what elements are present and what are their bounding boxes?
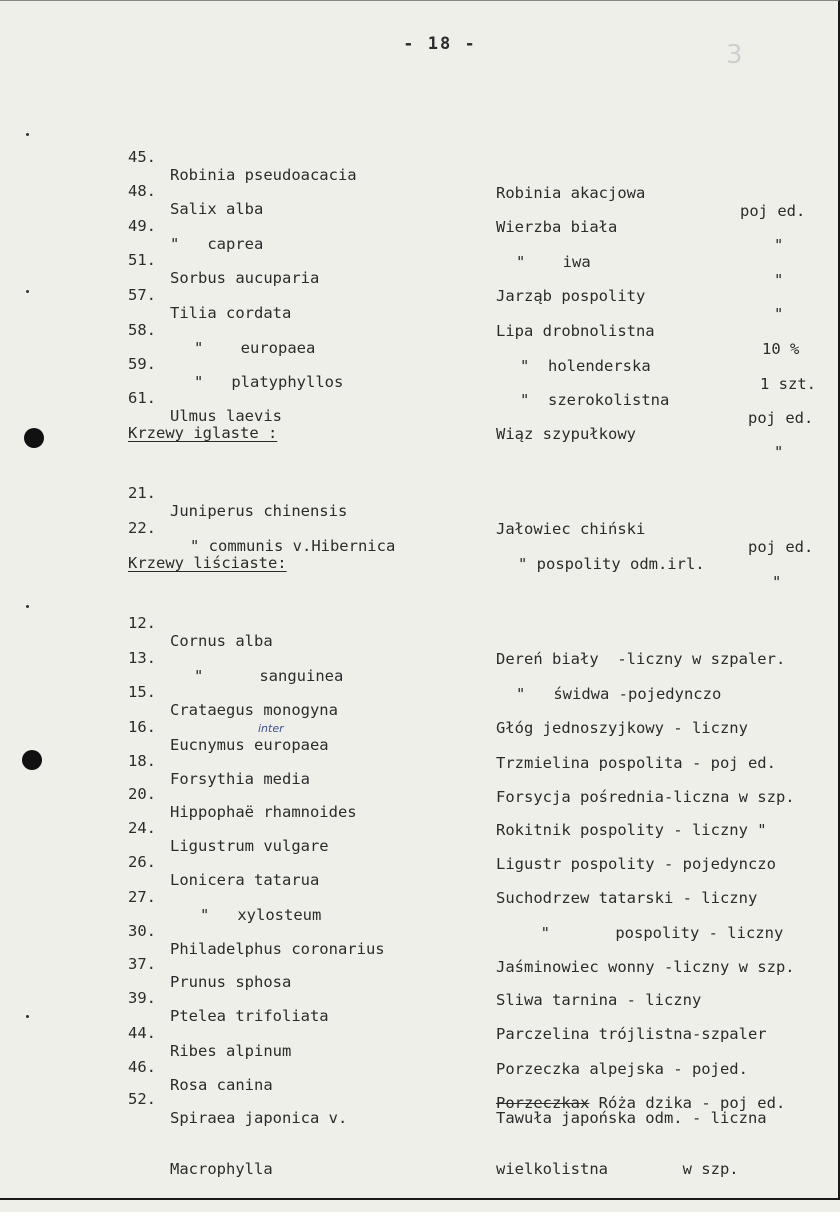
polish-name: Jaśminowiec wonny -liczny w szp. [496, 958, 795, 976]
polish-name: Parczelina trójlistna-szpaler [496, 1025, 767, 1043]
punch-hole-top [24, 428, 44, 448]
polish-name: " iwa [516, 253, 591, 271]
entry-number: 13. [128, 649, 156, 667]
latin-name-line-2: Macrophylla [170, 1160, 273, 1178]
polish-name: Trzmielina pospolita - poj ed. [496, 754, 776, 772]
latin-name: Sorbus aucuparia [170, 269, 320, 287]
section-heading-deciduous: Krzewy liściaste: [128, 554, 287, 572]
latin-name: " communis v.Hibernica [190, 537, 396, 555]
polish-name-line-2: wielkolistna w szp. [496, 1160, 739, 1178]
polish-name: Rokitnik pospolity - liczny " [496, 821, 767, 839]
quantity: " [774, 305, 784, 323]
entry-number: 58. [128, 321, 156, 339]
entry-number: 37. [128, 955, 156, 973]
pencil-note: 3 [726, 40, 743, 70]
entry-number: 52. [128, 1090, 156, 1108]
latin-name: Juniperus chinensis [170, 502, 348, 520]
quantity: 1 szt. [760, 375, 816, 393]
latin-name: Rosa canina [170, 1076, 273, 1094]
latin-name [170, 1076, 347, 1212]
latin-name: Ulmus laevis [170, 407, 282, 425]
latin-name: Ptelea trifoliata [170, 1007, 329, 1025]
latin-name: " platyphyllos [194, 373, 344, 391]
polish-name: " pospolity odm.irl. [518, 555, 705, 573]
polish-name: Porzeczka alpejska - pojed. [496, 1060, 748, 1078]
entry-number: 49. [128, 217, 156, 235]
latin-name: Robinia pseudoacacia [170, 166, 357, 184]
latin-name: Lonicera tatarua [170, 871, 320, 889]
struck-text: Porzeczkax [496, 1094, 590, 1112]
entry-number: 16. [128, 718, 156, 736]
polish-name: Robinia akacjowa [496, 184, 646, 202]
quantity: 10 % [762, 340, 800, 358]
section-heading-conifers: Krzewy iglaste : [128, 424, 278, 442]
latin-name: Eucnymus europaea [170, 736, 329, 754]
entry-number: 57. [128, 286, 156, 304]
polish-name: Głóg jednoszyjkowy - liczny [496, 719, 748, 737]
polish-name [496, 1076, 767, 1212]
latin-name: " caprea [170, 235, 264, 253]
latin-name-line-1: Spiraea japonica v. [170, 1109, 348, 1127]
polish-name: " świdwa -pojedynczo [516, 685, 722, 703]
latin-name: Prunus sphosa [170, 973, 292, 991]
latin-name: Hippophaë rhamnoides [170, 803, 357, 821]
entry-number: 15. [128, 683, 156, 701]
entry-number: 18. [128, 752, 156, 770]
entry-number: 21. [128, 484, 156, 502]
quantity: poj ed. [748, 409, 814, 427]
handwritten-insertion: inter [258, 722, 284, 735]
latin-name: " europaea [194, 339, 316, 357]
entry-number: 61. [128, 389, 156, 407]
quantity: poj ed. [740, 202, 806, 220]
entry-number: 22. [128, 519, 156, 537]
latin-name: Crataegus monogyna [170, 701, 338, 719]
entry-number: 44. [128, 1024, 156, 1042]
quantity: " [774, 236, 784, 254]
polish-name-line-1: Tawuła japońska odm. - liczna [496, 1109, 767, 1127]
polish-name: " szerokolistna [520, 391, 670, 409]
polish-name: Jałowiec chiński [496, 520, 646, 538]
polish-name: " holenderska [520, 357, 651, 375]
entry-number: 20. [128, 785, 156, 803]
latin-name: Ligustrum vulgare [170, 837, 329, 855]
quantity: " [774, 271, 784, 289]
polish-name: Lipa drobnolistna [496, 322, 655, 340]
polish-name: Sliwa tarnina - liczny [496, 991, 702, 1009]
polish-name: Róża dzika - poj ed. [598, 1094, 786, 1112]
entry-number: 24. [128, 819, 156, 837]
latin-name: Tilia cordata [170, 304, 292, 322]
table-row [0, 1074, 840, 1178]
latin-name: " xylosteum [200, 906, 322, 924]
page-number: - 18 - [403, 34, 477, 54]
quantity: poj ed. [748, 538, 814, 556]
latin-name: Forsythia media [170, 770, 310, 788]
polish-name: Wierzba biała [496, 218, 618, 236]
polish-name: Ligustr pospolity - pojedynczo [496, 855, 776, 873]
polish-name: Wiąz szypułkowy [496, 425, 636, 443]
polish-name: Jarząb pospolity [496, 287, 646, 305]
entry-number: 59. [128, 355, 156, 373]
polish-name: Forsycja pośrednia-liczna w szp. [496, 788, 795, 806]
entry-number: 12. [128, 614, 156, 632]
polish-name: Dereń biały -liczny w szpaler. [496, 650, 786, 668]
latin-name: Salix alba [170, 200, 264, 218]
latin-name: Cornus alba [170, 632, 273, 650]
latin-name: " sanguinea [194, 667, 344, 685]
entry-number: 27. [128, 888, 156, 906]
entry-number: 26. [128, 853, 156, 871]
quantity: " [774, 443, 784, 461]
entry-number: 48. [128, 182, 156, 200]
entry-number: 46. [128, 1058, 156, 1076]
polish-name: " pospolity - liczny [522, 924, 784, 942]
quantity: " [772, 573, 782, 591]
entry-number: 39. [128, 989, 156, 1007]
latin-name: Ribes alpinum [170, 1042, 292, 1060]
entry-number: 51. [128, 251, 156, 269]
polish-name: Suchodrzew tatarski - liczny [496, 889, 758, 907]
entry-number: 30. [128, 922, 156, 940]
latin-name: Philadelphus coronarius [170, 940, 385, 958]
entry-number: 45. [128, 148, 156, 166]
